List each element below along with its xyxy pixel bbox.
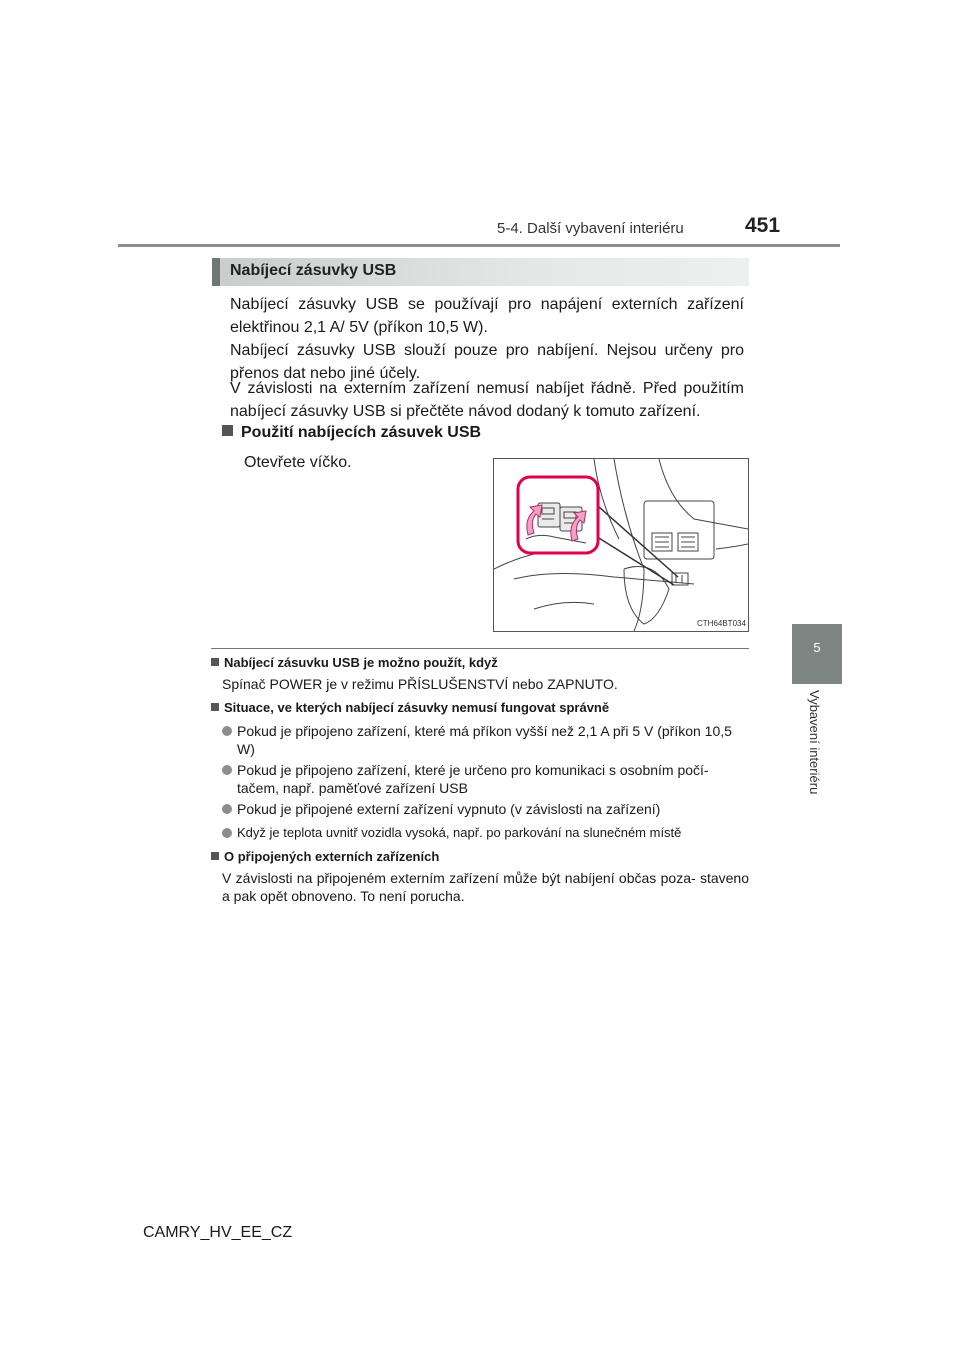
subheading	[222, 424, 481, 442]
intro-paragraph-2: Nabíjecí zásuvky USB slouží pouze pro nabíjení. Nejsou určeny pro přenos dat nebo jiné účely.	[230, 342, 744, 382]
round-bullet-icon	[222, 804, 232, 814]
note-text-3: V závislosti na připojeném externím zařízení může být nabíjení občas poza- staveno a pak opět obnoveno. To není porucha.	[222, 870, 749, 904]
chapter-tab-label: Vybavení interiéru	[807, 690, 822, 795]
note-title-text: O připojených externích zařízeních	[224, 849, 440, 864]
note-bullet-4: Když je teplota uvnitř vozidla vysoká, např. po parkování na slunečném místě	[222, 824, 749, 842]
round-bullet-icon	[222, 726, 232, 736]
note-text-1: Spínač POWER je v režimu PŘÍSLUŠENSTVÍ nebo ZAPNUTO.	[222, 676, 618, 692]
chapter-tab-number: 5	[813, 640, 821, 655]
square-bullet-icon	[211, 658, 219, 666]
notes-divider	[211, 648, 749, 649]
note-title-text: Situace, ve kterých nabíjecí zásuvky nemusí fungovat správně	[224, 700, 610, 715]
square-bullet-icon	[211, 703, 219, 711]
usb-socket-illustration	[493, 458, 749, 632]
page-number: 451	[745, 214, 781, 237]
note-title-2	[211, 700, 609, 715]
figure-code: CTH64BT034	[697, 619, 746, 628]
round-bullet-icon	[222, 828, 232, 838]
step-instruction: Otevřete víčko.	[244, 454, 352, 471]
section-header	[212, 258, 749, 286]
chapter-title: 5-4. Další vybavení interiéru	[497, 220, 684, 237]
intro-paragraph-1: Nabíjecí zásuvky USB se používají pro napájení externích zařízení elektřinou 2,1 A/ 5V (příkon 10,5 W).	[230, 296, 744, 336]
section-title: Nabíjecí zásuvky USB	[230, 262, 397, 279]
intro-paragraph-3: V závislosti na externím zařízení nemusí nabíjet řádně. Před použitím nabíjecí zásuvky USB si přečtěte návod dodaný k tomuto zařízení.	[230, 380, 744, 420]
header-rule	[118, 244, 840, 247]
note-title-text: Nabíjecí zásuvku USB je možno použít, když	[224, 655, 498, 670]
round-bullet-icon	[222, 765, 232, 775]
note-bullet-3: Pokud je připojené externí zařízení vypnuto (v závislosti na zařízení)	[222, 800, 749, 818]
note-bullet-2: Pokud je připojeno zařízení, které je určeno pro komunikaci s osobním počí- tačem, např. paměťové zařízení USB	[222, 761, 749, 797]
subheading-text: Použití nabíjecích zásuvek USB	[241, 424, 482, 441]
note-bullet-1: Pokud je připojeno zařízení, které má příkon vyšší než 2,1 A při 5 V (příkon 10,5 W)	[222, 722, 749, 758]
note-title-1	[211, 655, 498, 670]
square-bullet-icon	[211, 852, 219, 860]
usb-socket-drawing	[494, 459, 748, 631]
note-title-3	[211, 849, 439, 864]
document-code: CAMRY_HV_EE_CZ	[143, 1224, 293, 1241]
square-bullet-icon	[222, 425, 233, 436]
